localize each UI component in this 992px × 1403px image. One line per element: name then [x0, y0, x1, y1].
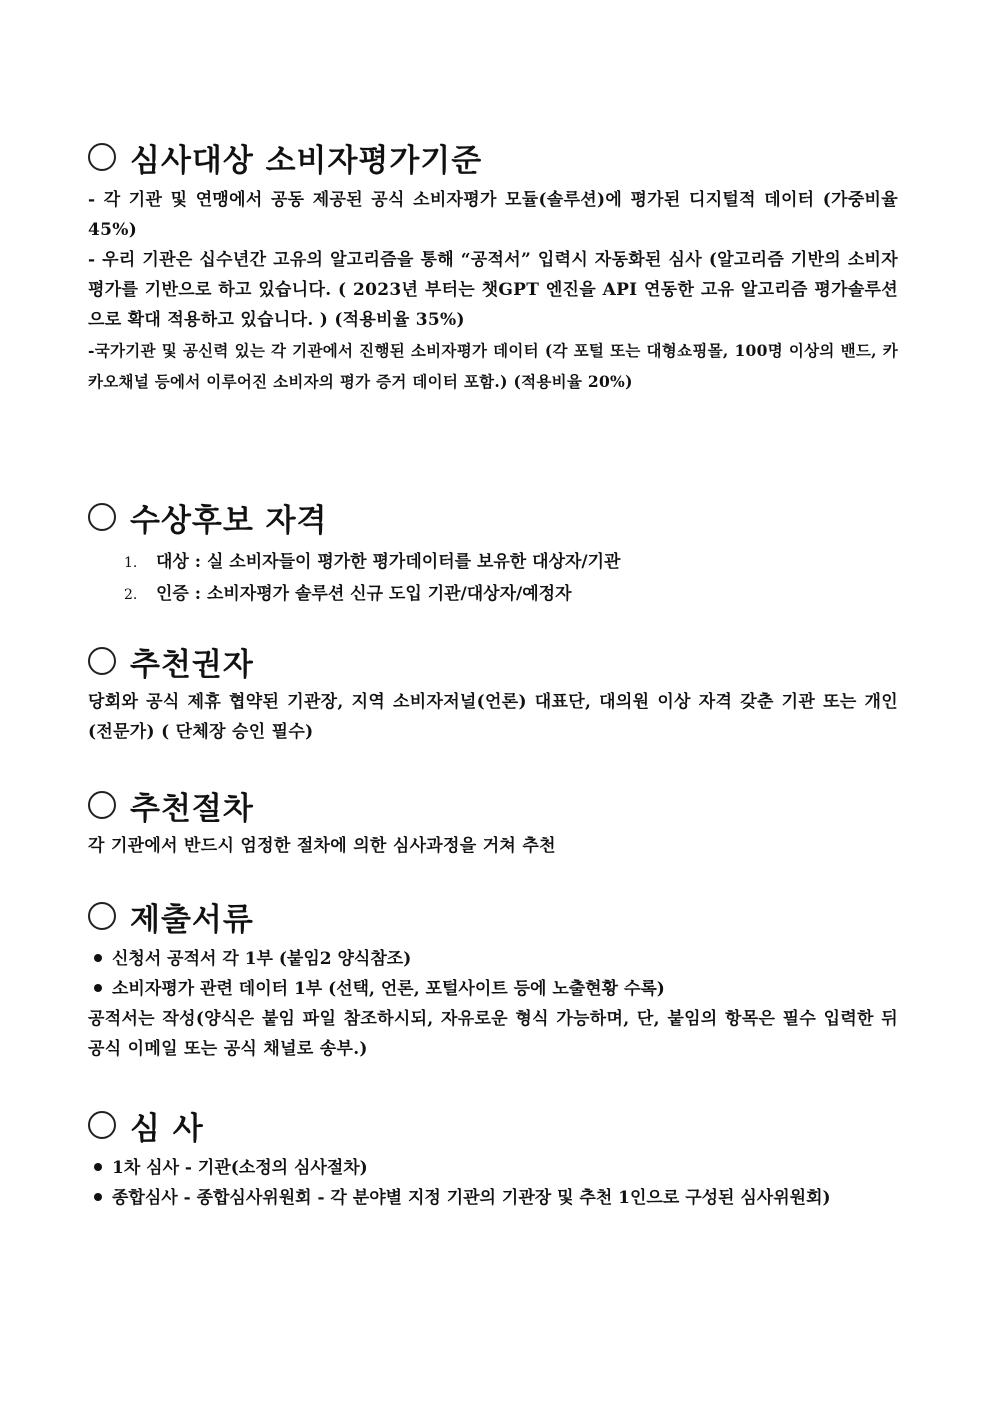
circle-icon: [88, 1111, 116, 1139]
circle-icon: [88, 791, 116, 819]
criteria-paragraph-1: - 각 기관 및 연맹에서 공동 제공된 공식 소비자평가 모듈(솔루션)에 평가된 디지털적 데이터 (가중비율 45%): [88, 190, 898, 240]
documents-paragraph: 공적서는 작성(양식은 붙임 파일 참조하시되, 자유로운 형식 가능하며, 단, 붙임의 항목은 필수 입력한 뒤 공식 이메일 또는 공식 채널로 송부.): [88, 1009, 898, 1059]
section-review: [88, 1103, 898, 1213]
review-bullet-2: [88, 1183, 898, 1213]
bullet-icon: [94, 1163, 102, 1171]
criteria-paragraph-2: - 우리 기관은 십수년간 고유의 알고리즘을 통해 “공적서” 입력시 자동화된 심사 (알고리즘 기반의 소비자 평가를 기반으로 하고 있습니다. ( 2023년 부터는 챗GPT 엔진을 API 연동한 고유 알고리즘 평가솔루션으로 확대 적용하고 있습니다. ) (적용비율 35%): [88, 250, 898, 330]
section-heading: [88, 639, 898, 683]
heading-documents: 제출서류: [130, 901, 254, 938]
section-procedure: [88, 783, 898, 861]
review-bullet-1: [88, 1153, 898, 1183]
circle-icon: [88, 503, 116, 531]
bullet-text: 신청서 공적서 각 1부 (붙임2 양식참조): [112, 949, 412, 969]
bullet-text: 소비자평가 관련 데이터 1부 (선택, 언론, 포털사이트 등에 노출현황 수록): [112, 979, 665, 999]
heading-eligibility: 수상후보 자격: [130, 502, 328, 539]
section-documents: [88, 894, 898, 1064]
bullet-text: 종합심사 - 종합심사위원회 - 각 분야별 지정 기관의 기관장 및 추천 1인으로 구성된 심사위원회): [112, 1188, 831, 1208]
bullet-icon: [94, 984, 102, 992]
section-eligibility: [88, 495, 898, 611]
documents-bullet-1: [88, 944, 898, 974]
bullet-icon: [94, 1193, 102, 1201]
list-item: [88, 547, 898, 579]
section-recommender: [88, 639, 898, 747]
section-heading: [88, 894, 898, 938]
heading-procedure: 추천절차: [130, 790, 254, 827]
heading-recommender: 추천권자: [130, 646, 254, 683]
list-item: [88, 579, 898, 611]
list-item-text: 대상 : 실 소비자들이 평가한 평가데이터를 보유한 대상자/기관: [156, 552, 621, 572]
circle-icon: [88, 143, 116, 171]
section-heading: [88, 495, 898, 539]
heading-criteria: 심사대상 소비자평가기준: [130, 142, 483, 179]
criteria-paragraph-3: -국가기관 및 공신력 있는 각 기관에서 진행된 소비자평가 데이터 (각 포털 또는 대형쇼핑몰, 100명 이상의 밴드, 카카오채널 등에서 이루어진 소비자의 평가 증거 데이터 포함.) (적용비율 20%): [88, 341, 898, 391]
bullet-icon: [94, 954, 102, 962]
bullet-text: 1차 심사 - 기관(소정의 심사절차): [112, 1158, 368, 1178]
recommender-paragraph: 당회와 공식 제휴 협약된 기관장, 지역 소비자저널(언론) 대표단, 대의원 이상 자격 갖춘 기관 또는 개인(전문가) ( 단체장 승인 필수): [88, 692, 898, 742]
section-heading: [88, 135, 898, 179]
list-item-text: 인증 : 소비자평가 솔루션 신규 도입 기관/대상자/예정자: [156, 584, 572, 604]
list-number: 2.: [124, 587, 138, 603]
list-number: 1.: [124, 555, 138, 571]
section-criteria: [88, 135, 898, 397]
eligibility-list: [88, 547, 898, 611]
documents-bullet-2: [88, 974, 898, 1004]
procedure-paragraph: 각 기관에서 반드시 엄정한 절차에 의한 심사과정을 거쳐 추천: [88, 836, 556, 856]
heading-review: 심 사: [130, 1110, 204, 1147]
section-heading: [88, 783, 898, 827]
section-heading: [88, 1103, 898, 1147]
circle-icon: [88, 647, 116, 675]
circle-icon: [88, 902, 116, 930]
